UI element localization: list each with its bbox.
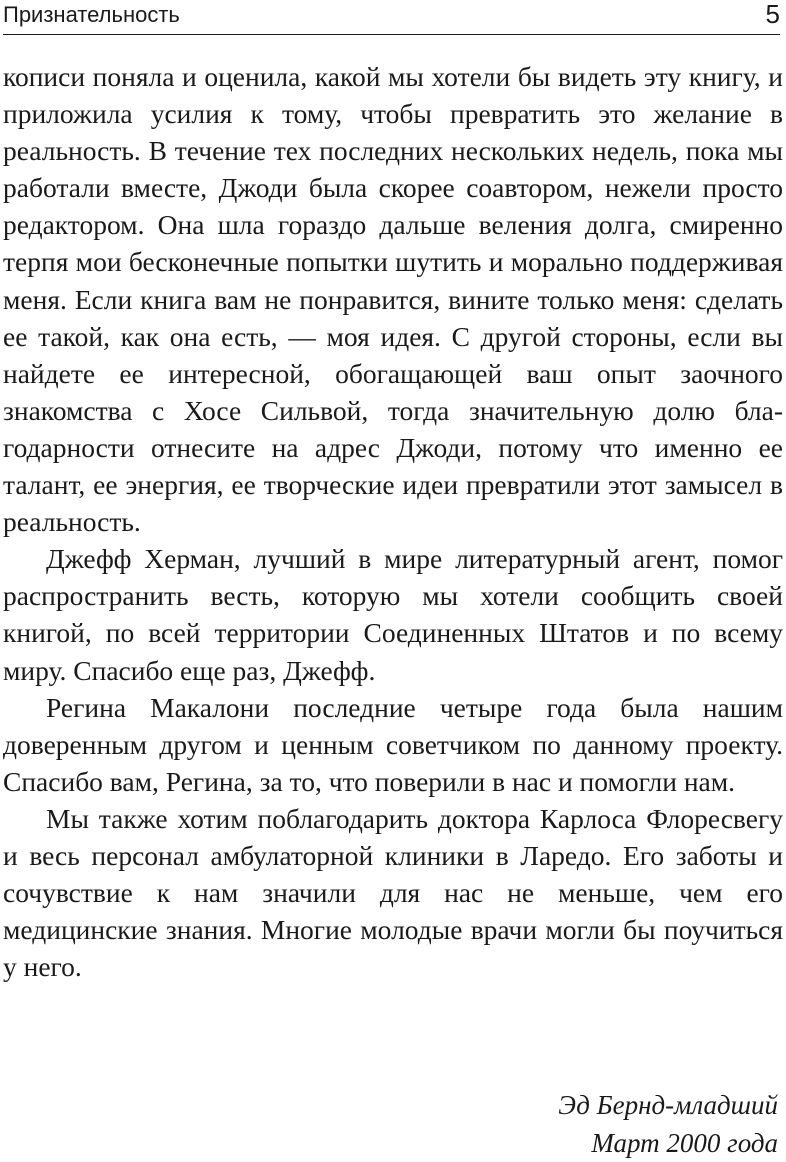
paragraph: Джефф Херман, лучший в мире литературный агент, помог распространить весть, которую мы хотели сообщить своей книгой, по всей территории Соединенных Штатов и по всему миру. Спасибо еще раз, Джефф.	[3, 543, 783, 686]
signature-date: Март 2000 года	[591, 1128, 778, 1158]
signature-author: Эд Бернд-младший	[558, 1090, 778, 1120]
section-title: Признательность	[3, 2, 180, 27]
signature-block	[558, 1086, 778, 1162]
running-head	[3, 0, 780, 35]
paragraph-continued: кописи поняла и оценила, какой мы хотели бы видеть эту книгу, и приложила усилия к тому, чтобы превратить это желание в реальность. В течение тех последних нескольких недель, пока мы работали вместе, Джоди была скорее соавтором, нежели просто редактором. Она шла гораздо дальше веления долга, смиренно терпя мои бесконечные попытки шутить и морально поддерживая меня. Если книга вам не понравится, вините только меня: сделать ее такой, как она есть, — моя идея. С другой стороны, если вы найдете ее интересной, обогащающей ваш опыт заочного знакомства с Хосе Сильвой, тогда значительную долю благодарности отнесите на адрес Джоди, потому что именно ее талант, ее энергия, ее творческие идеи превратили этот замысел в реальность.	[3, 61, 783, 538]
paragraph: Регина Макалони последние четыре года была нашим доверенным другом и ценным советчиком по данному проекту. Спасибо вам, Регина, за то, что поверили в нас и помогли нам.	[3, 691, 783, 797]
paragraph: Мы также хотим поблагодарить доктора Карлоса Флоресвегу и весь персонал амбулаторной клиники в Ларедо. Его заботы и сочувствие к нам значили для нас не меньше, чем его медицинские знания. Многие молодые врачи могли бы поучиться у него.	[3, 802, 783, 983]
body-text	[3, 58, 783, 985]
page-number: 5	[765, 0, 780, 29]
